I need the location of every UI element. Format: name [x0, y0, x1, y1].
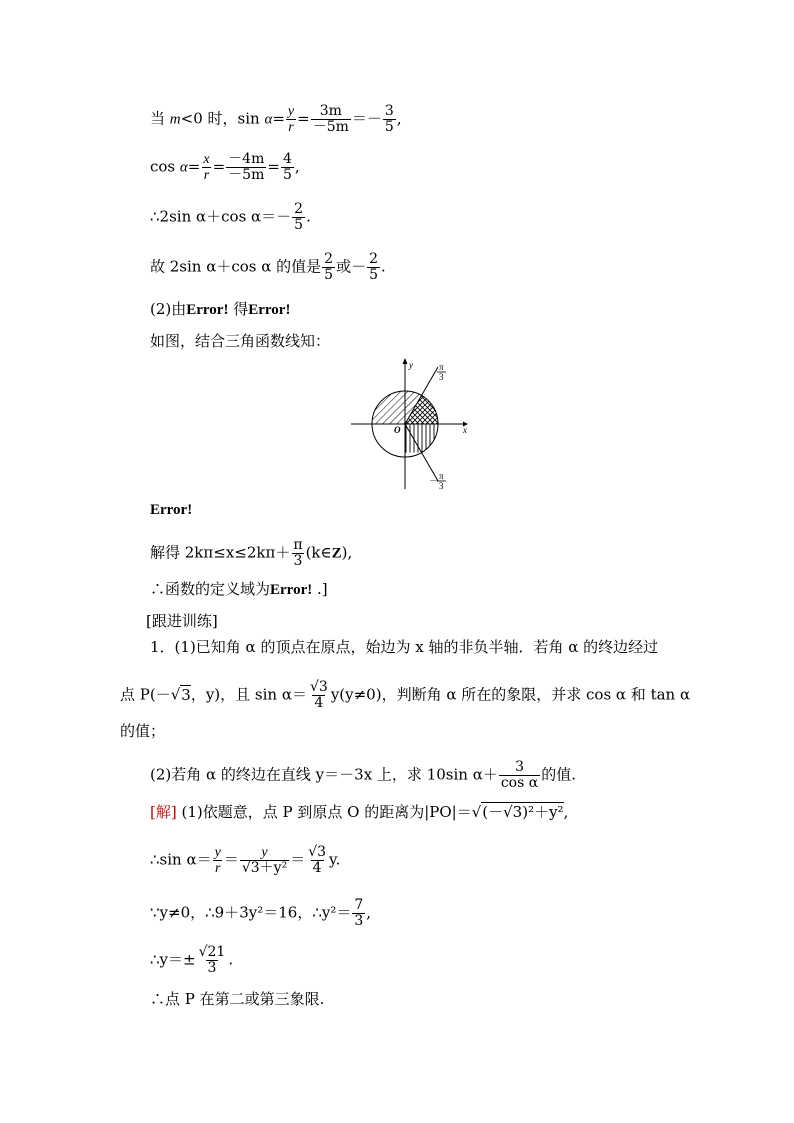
fraction: [322, 252, 335, 283]
numerator: 2: [369, 251, 379, 267]
denominator: 3: [293, 553, 303, 569]
line-19: ∴点 P 在第二或第三象限.: [150, 990, 325, 1008]
text: 或－: [336, 257, 367, 276]
line-13: 的值；: [120, 722, 166, 740]
numerator: √21: [198, 944, 226, 960]
text: 的值.: [541, 765, 576, 784]
vertical-hatch-region: [405, 424, 438, 453]
text: ∵y≠0，∴9＋3y²＝16，∴y²＝: [150, 903, 352, 922]
fraction: [226, 152, 266, 183]
origin-label: O: [394, 425, 401, 435]
text: =: [297, 109, 310, 128]
fraction: [281, 152, 294, 183]
numerator: y: [214, 845, 221, 860]
fraction: [308, 680, 330, 711]
denominator: 4: [314, 695, 324, 711]
sqrt-content: 3: [181, 685, 191, 704]
text: (k∈: [305, 543, 332, 562]
text: =: [267, 157, 280, 176]
fraction: [240, 845, 289, 876]
denominator: r: [203, 168, 210, 183]
top-angle-num: π: [439, 362, 444, 372]
line-16: [150, 845, 340, 876]
top-angle-den: 3: [439, 372, 444, 382]
line-8: [150, 538, 352, 569]
denominator: 5: [384, 119, 394, 135]
line-12: 点 P(－√3，y)，且 sin α＝ $\frac{√3}{4}$ y(y≠0)，判断角 α 所在的象限，并求 cos α 和 tan α: [120, 679, 691, 711]
text: ),: [341, 543, 353, 562]
fraction: [292, 202, 305, 233]
denominator: －5m: [312, 119, 349, 135]
denominator: －5m: [228, 167, 265, 183]
text: ，y)，且 sin α＝: [190, 685, 307, 704]
line-10: [跟进训练]: [146, 612, 218, 630]
fraction: [367, 252, 380, 283]
text: cos: [150, 157, 176, 176]
bottom-angle-sign: －: [429, 476, 439, 486]
x-label: x: [463, 425, 467, 435]
text: ,: [366, 903, 372, 922]
fraction: [499, 760, 540, 791]
text: y.: [329, 850, 341, 869]
denominator: cos α: [500, 775, 539, 791]
line-9: [150, 580, 328, 599]
text: .: [306, 207, 311, 226]
fraction: [306, 845, 328, 876]
fraction: [201, 152, 211, 183]
fraction: [311, 104, 351, 135]
line-17: [150, 898, 371, 929]
line-18: [150, 945, 233, 976]
numerator: 4: [282, 151, 292, 167]
bottom-angle-num: π: [439, 471, 444, 481]
text: ∴y＝±: [150, 950, 196, 969]
numerator: y: [261, 845, 268, 860]
line-2: [150, 152, 300, 183]
error-placeholder: Error!: [150, 502, 193, 518]
numerator: 3: [384, 103, 394, 119]
line-7: [150, 500, 192, 519]
y-label: y: [409, 360, 413, 370]
denominator: 5: [369, 267, 379, 283]
text: =: [272, 109, 285, 128]
fraction: [197, 945, 228, 976]
error-placeholder: Error!: [186, 302, 229, 318]
bottom-angle-den: 3: [439, 481, 444, 491]
text: 得: [228, 300, 249, 318]
sqrt-content: (－√3)²＋y²: [482, 803, 564, 821]
text: y(y≠0)，判断角 α 所在的象限，并求 cos α 和 tan α: [330, 685, 691, 704]
denominator: r: [288, 120, 294, 135]
numerator: π: [293, 537, 303, 553]
error-placeholder: Error!: [248, 302, 291, 318]
line-3: [150, 202, 311, 233]
numerator: x: [203, 152, 210, 167]
denominator: 4: [312, 860, 322, 876]
text: <0 时，sin: [180, 109, 260, 128]
line-14: [150, 760, 576, 791]
denominator: 3: [207, 960, 217, 976]
denominator: 3: [354, 913, 364, 929]
text: ,: [396, 109, 402, 128]
var: α: [264, 111, 273, 128]
numerator: 3m: [319, 103, 342, 119]
error-placeholder: Error!: [270, 582, 313, 598]
denominator: 5: [282, 167, 292, 183]
text: (1)依题意，点 P 到原点 O 的距离为|PO|＝: [176, 803, 472, 821]
set-z: Z: [331, 545, 342, 562]
text: 解得 2kπ≤x≤2kπ＋: [150, 543, 291, 562]
text: ＝: [290, 850, 306, 869]
fraction: [286, 104, 296, 135]
unit-circle-figure: [345, 355, 480, 495]
denominator: 5: [324, 267, 334, 283]
text: (2)若角 α 的终边在直线 y＝－3x 上，求 10sin α＋: [150, 765, 498, 784]
fraction: [352, 898, 365, 929]
line-5: [150, 300, 290, 319]
numerator: y: [287, 104, 295, 119]
text: .: [228, 950, 234, 969]
denominator: √3＋y²: [241, 860, 288, 876]
fraction: [213, 845, 223, 876]
line-15: [解] (1)依题意，点 P 到原点 O 的距离为|PO|＝√(－√3)²＋y²,: [150, 803, 569, 821]
solution-tag: [解]: [150, 803, 177, 821]
numerator: －4m: [228, 151, 265, 167]
line-1: [150, 104, 402, 135]
numerator: 7: [354, 897, 364, 913]
numerator: √3: [308, 844, 327, 860]
text: .]: [312, 580, 328, 598]
text: ＝－: [351, 109, 382, 128]
text: ,: [563, 803, 569, 821]
text: =: [187, 157, 201, 176]
numerator: 2: [324, 251, 334, 267]
line-4: [150, 252, 386, 283]
line-11: 1．(1)已知角 α 的顶点在原点，始边为 x 轴的非负半轴．若角 α 的终边经过: [150, 638, 659, 656]
text: ∴函数的定义域为: [150, 580, 271, 598]
text: ,: [294, 157, 300, 176]
text: 当: [150, 109, 166, 128]
numerator: 3: [515, 759, 524, 775]
text: (2)由: [150, 300, 187, 318]
numerator: √3: [309, 679, 328, 695]
y-arrow-icon: [403, 358, 408, 364]
text: =: [212, 157, 226, 176]
fraction: [383, 104, 396, 135]
var: α: [179, 159, 188, 176]
fraction: [291, 538, 304, 569]
text: 点 P(－: [120, 685, 171, 704]
text: .: [381, 257, 386, 276]
var: m: [169, 111, 181, 128]
numerator: 2: [294, 201, 304, 217]
text: 故 2sin α＋cos α 的值是: [150, 257, 322, 276]
text: ＝: [223, 850, 239, 869]
line-6: 如图，结合三角函数线知：: [150, 332, 331, 350]
denominator: r: [214, 861, 221, 876]
text: ∴sin α＝: [150, 850, 212, 869]
text: ∴2sin α＋cos α＝－: [150, 207, 292, 226]
denominator: 5: [294, 217, 304, 233]
